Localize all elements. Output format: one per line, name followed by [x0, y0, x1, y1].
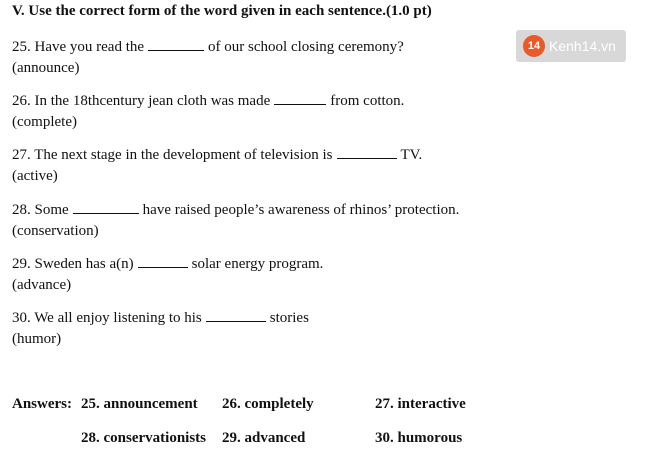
answer-30: 30. humorous	[375, 430, 463, 446]
word-hint: (active)	[12, 168, 58, 184]
question-text: TV.	[400, 147, 423, 163]
answer-28: 28. conservationists	[81, 430, 206, 446]
watermark-text: Kenh14.vn	[549, 38, 616, 54]
answer-blank	[73, 201, 139, 214]
answer-blank	[206, 309, 266, 322]
question-text: 29. Sweden has a(n)	[12, 256, 134, 272]
word-hint: (conservation)	[12, 223, 99, 239]
question-text: solar energy program.	[191, 256, 324, 272]
word-hint: (advance)	[12, 277, 72, 293]
question-29	[12, 254, 323, 296]
question-27	[12, 145, 422, 187]
question-text: 27. The next stage in the development of television is	[12, 147, 333, 163]
site-watermark	[516, 30, 626, 62]
answer-blank	[337, 146, 397, 159]
question-text: from cotton.	[330, 93, 405, 109]
word-hint: (humor)	[12, 331, 62, 347]
question-text: 30. We all enjoy listening to his	[12, 310, 202, 326]
answer-25: 25. announcement	[81, 396, 198, 412]
answer-blank	[274, 92, 326, 105]
question-28	[12, 200, 459, 242]
answer-26: 26. completely	[222, 396, 314, 412]
answer-27: 27. interactive	[375, 396, 466, 412]
question-text: 28. Some	[12, 202, 69, 218]
section-heading: V. Use the correct form of the word given in each sentence.(1.0 pt)	[12, 3, 432, 19]
kenh14-logo-icon: 14	[523, 35, 545, 57]
question-25	[12, 37, 404, 79]
question-text: stories	[269, 310, 309, 326]
question-text: 25. Have you read the	[12, 39, 145, 55]
question-26	[12, 91, 404, 133]
question-30	[12, 308, 309, 350]
question-text: of our school closing ceremony?	[208, 39, 404, 55]
word-hint: (complete)	[12, 114, 77, 130]
answers-label: Answers:	[12, 396, 72, 412]
question-text: have raised people’s awareness of rhinos’ protection.	[142, 202, 460, 218]
answer-29: 29. advanced	[222, 430, 306, 446]
word-hint: (announce)	[12, 60, 80, 76]
answer-blank	[138, 255, 188, 268]
answer-blank	[148, 38, 204, 51]
question-text: 26. In the 18thcentury jean cloth was made	[12, 93, 271, 109]
